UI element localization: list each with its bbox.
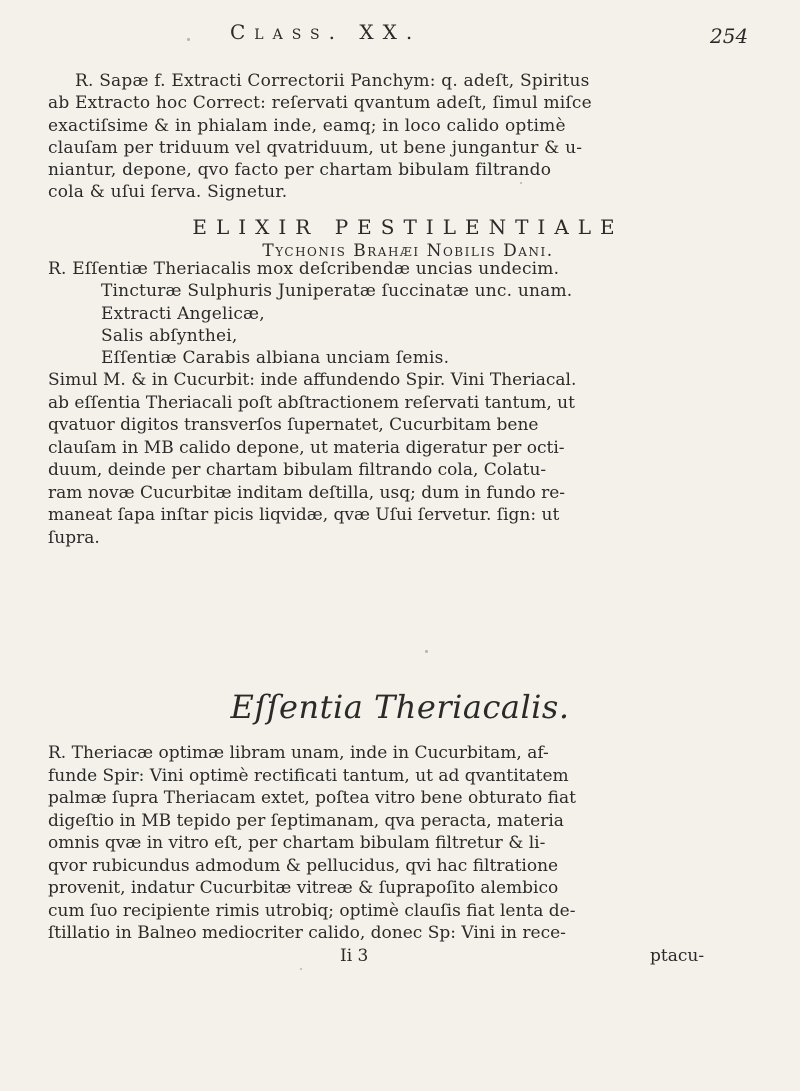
recipe-item: R. Eſſentiæ Theriacalis mox deſcribendæ uncias undecim. (48, 259, 560, 279)
running-title: Class. XX. (230, 20, 422, 44)
paper-speck (425, 650, 428, 653)
text-line: clauſam per triduum vel qvatriduum, ut bene jungantur & u- (48, 137, 583, 158)
paragraph-1 (48, 70, 768, 204)
text-line: Simul M. & in Cucurbit: inde affundendo Spir. Vini Theriacal. (48, 370, 577, 390)
text-line: exactiſsime & in phialam inde, eamq; in loco calido optimè (48, 115, 566, 136)
signature-mark: Ii 3 (340, 946, 369, 966)
text-line: cum ſuo recipiente rimis utrobiq; optimè clauſis fiat lenta de- (48, 900, 576, 921)
section-title: ELIXIR PESTILENTIALE (192, 215, 624, 239)
text-line: clauſam in MB calido depone, ut materia digeratur per octi- (48, 437, 565, 458)
recipe-item: Tincturæ Sulphuris Juniperatæ ſuccinatæ unc. unam. (101, 281, 573, 302)
text-line: qvatuor digitos transverſos ſupernatet, Cucurbitam bene (48, 415, 539, 435)
text-line: ram novæ Cucurbitæ inditam deſtilla, usq; dum in fundo re- (48, 482, 566, 503)
text-line: ab Extracto hoc Correct: reſervati qvantum adeſt, ſimul miſce (48, 93, 592, 114)
recipe-item: Eſſentiæ Carabis albiana unciam ſemis. (101, 348, 450, 369)
text-line: niantur, depone, qvo facto per chartam bibulam filtrando (48, 160, 552, 181)
paper-speck (520, 182, 522, 184)
recipe-item: Extracti Angelicæ, (101, 303, 265, 324)
text-line: funde Spir: Vini optimè rectificati tantum, ut ad qvantitatem (48, 765, 569, 786)
text-line: digeſtio in MB tepido per ſeptimanam, qva peracta, materia (48, 810, 564, 831)
section-heading-elixir (48, 208, 768, 262)
text-line: palmæ ſupra Theriacam extet, poſtea vitro bene obturato fiat (48, 788, 576, 808)
catchword: ptacu- (650, 946, 705, 966)
text-line: maneat ſapa inſtar picis liqvidæ, qvæ Uſui ſervetur. ſign: ut (48, 505, 560, 525)
text-line: R. Theriacæ optimæ libram unam, inde in Cucurbitam, af- (48, 743, 549, 763)
text-line: ſupra. (48, 527, 100, 548)
paragraph-3 (48, 742, 768, 945)
text-line: omnis qvæ in vitro eſt, per chartam bibulam filtretur & li- (48, 833, 546, 853)
page-number: 254 (710, 24, 749, 48)
running-header (0, 20, 800, 54)
text-line: duum, deinde per chartam bibulam filtrando cola, Colatu- (48, 460, 547, 480)
text-line: R. Sapæ f. Extracti Correctorii Panchym: q. adeſt, Spiritus (75, 71, 590, 91)
paper-speck (300, 968, 302, 970)
text-line: provenit, indatur Cucurbitæ vitreæ & ſuprapoſito alembico (48, 878, 559, 898)
paper-speck (187, 38, 190, 41)
recipe-list (48, 258, 768, 369)
text-line: ſtillatio in Balneo mediocriter calido, donec Sp: Vini in rece- (48, 923, 566, 943)
text-line: qvor rubicundus admodum & pellucidus, qvi hac filtratione (48, 855, 559, 876)
section-author: Tychonis Brahæi Nobilis Dani. (262, 241, 554, 261)
recipe-item: Salis abſynthei, (101, 325, 238, 346)
section-title-essentia: Eſſentia Theriacalis. (230, 688, 570, 726)
text-line: cola & uſui ſerva. Signetur. (48, 182, 288, 203)
text-line: ab eſſentia Theriacali poſt abſtractionem reſervati tantum, ut (48, 392, 575, 413)
paragraph-2 (48, 369, 768, 549)
